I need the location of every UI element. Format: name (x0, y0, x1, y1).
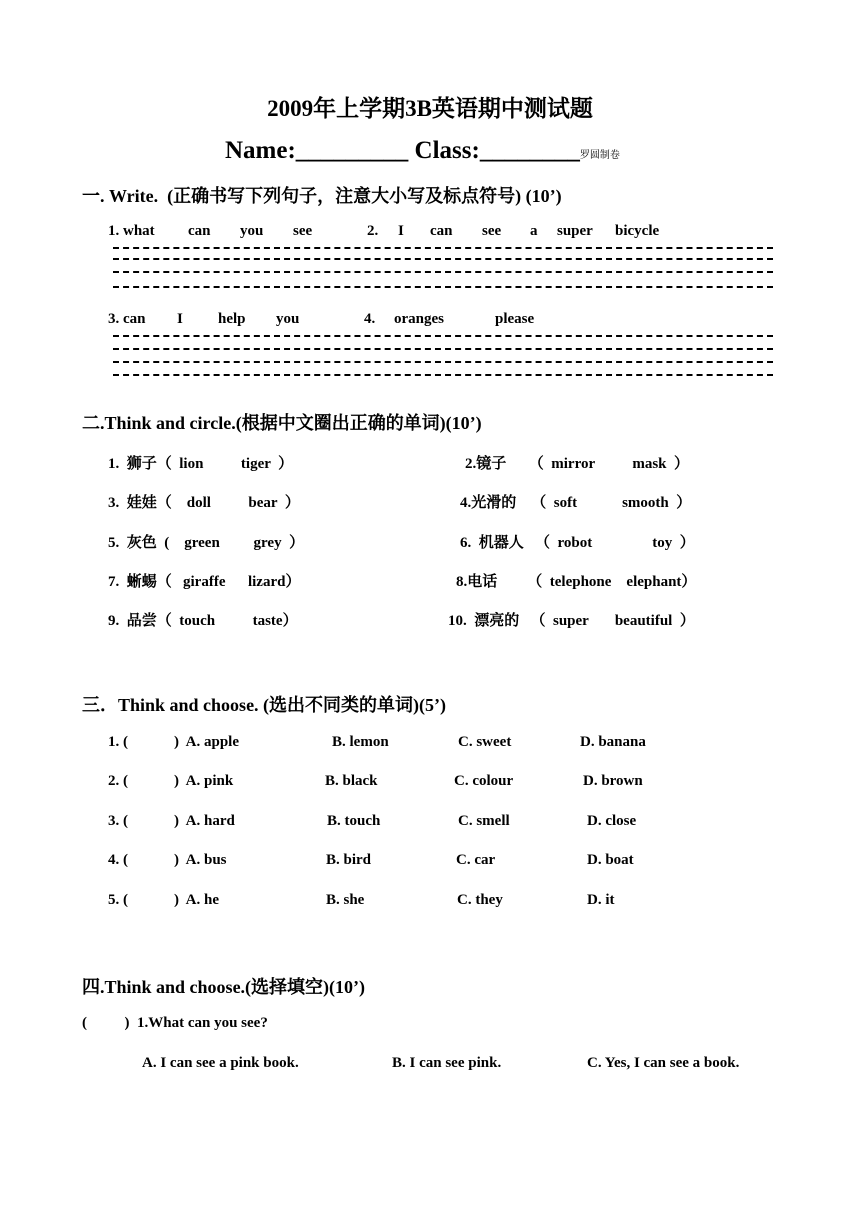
word: you (240, 223, 264, 239)
name-class-line (225, 137, 620, 165)
word: 4. (364, 311, 376, 327)
option-c: C. Yes, I can see a book. (587, 1055, 740, 1071)
choice-d: D. it (587, 892, 615, 908)
choice-a: ) A. hard (174, 813, 235, 829)
choice-c: C. sweet (458, 734, 512, 750)
word: can (188, 223, 211, 239)
choice-a: ) A. bus (174, 852, 227, 868)
circle-item-right: 10. 漂亮的 （ super beautiful ） (448, 613, 695, 629)
choice-a: ) A. he (174, 892, 219, 908)
question-1: ( ) 1.What can you see? (82, 1015, 268, 1031)
word: see (482, 223, 502, 239)
writing-line (113, 374, 773, 376)
section2-heading: 二.Think and circle.(根据中文圈出正确的单词)(10’) (82, 413, 482, 433)
choice-a: ) A. apple (174, 734, 240, 750)
circle-item-left: 9. 品尝（ touch taste） (108, 613, 298, 629)
word: oranges (394, 311, 444, 327)
writing-line (113, 361, 773, 363)
section4-heading: 四.Think and choose.(选择填空)(10’) (82, 977, 366, 997)
writing-line (113, 271, 773, 273)
choice-num: 4. ( (108, 852, 128, 868)
word: super (557, 223, 593, 239)
word: bicycle (615, 223, 660, 239)
option-b: B. I can see pink. (392, 1055, 502, 1071)
word: you (276, 311, 300, 327)
circle-item-left: 1. 狮子（ lion tiger ） (108, 456, 294, 472)
choice-d: D. brown (583, 773, 643, 789)
circle-item-left: 5. 灰色 ( green grey ） (108, 535, 305, 551)
choice-d: D. boat (587, 852, 634, 868)
option-a: A. I can see a pink book. (142, 1055, 299, 1071)
choice-num: 3. ( (108, 813, 128, 829)
choice-b: B. touch (327, 813, 381, 829)
choice-num: 1. ( (108, 734, 128, 750)
choice-a: ) A. pink (174, 773, 234, 789)
word: I (177, 311, 183, 327)
word: can (430, 223, 453, 239)
circle-item-right: 4.光滑的 （ soft smooth ） (460, 495, 692, 511)
circle-item-right: 6. 机器人 （ robot toy ） (460, 535, 695, 551)
choice-c: C. smell (458, 813, 510, 829)
choice-b: B. she (326, 892, 365, 908)
choice-b: B. black (325, 773, 378, 789)
section3-heading: 三．Think and choose. (选出不同类的单词)(5’) (82, 695, 447, 715)
name-class-fields: Name:_________ Class:________ (225, 137, 580, 164)
choice-b: B. bird (326, 852, 372, 868)
choice-c: C. colour (454, 773, 514, 789)
circle-item-left: 7. 蜥蜴（ giraffe lizard） (108, 574, 301, 590)
choice-num: 2. ( (108, 773, 128, 789)
page-title: 2009年上学期3B英语期中测试题 (267, 96, 593, 121)
writing-line (113, 348, 773, 350)
choice-c: C. car (456, 852, 496, 868)
choice-d: D. close (587, 813, 637, 829)
writing-line (113, 258, 773, 260)
writing-line (113, 247, 773, 249)
word: I (398, 223, 404, 239)
circle-item-right: 2.镜子 （ mirror mask ） (465, 456, 690, 472)
word: see (293, 223, 313, 239)
choice-d: D. banana (580, 734, 646, 750)
word: please (495, 311, 535, 327)
author-note: 罗圆制卷 (579, 150, 620, 161)
writing-line (113, 286, 773, 288)
word: 1. what (108, 223, 155, 239)
section1-heading: 一. Write. (正确书写下列句子，注意大小写及标点符号) (10’) (82, 186, 562, 206)
choice-b: B. lemon (332, 734, 389, 750)
choice-c: C. they (457, 892, 503, 908)
word: a (530, 223, 538, 239)
word: help (218, 311, 246, 327)
circle-item-left: 3. 娃娃（ doll bear ） (108, 495, 300, 511)
choice-num: 5. ( (108, 892, 128, 908)
word: 2. (367, 223, 379, 239)
circle-item-right: 8.电话 （ telephone elephant） (456, 574, 697, 590)
word: 3. can (108, 311, 146, 327)
writing-line (113, 335, 773, 337)
